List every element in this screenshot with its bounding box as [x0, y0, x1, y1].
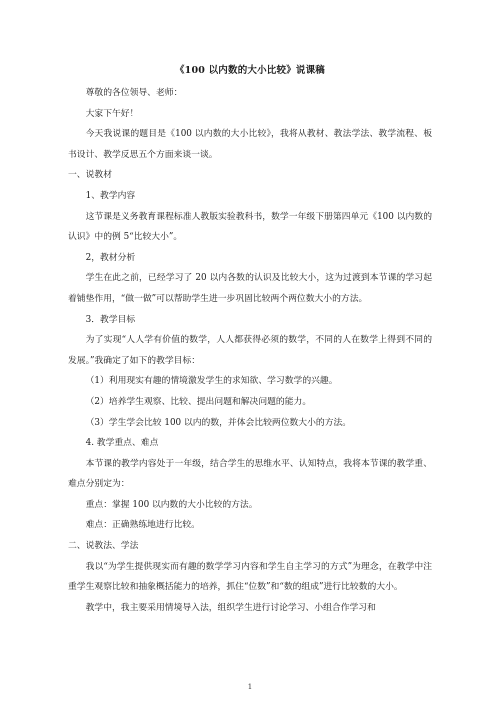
- analysis-paragraph: 学生在此之前，已经学习了 20 以内各数的认识及比较大小，这为过渡到本节课的学习起着铺垫作用，“做一做”可以帮助学生进一步巩固比较两个两位数大小的方法。: [68, 273, 432, 304]
- subheading-analysis: 2，教材分析: [85, 252, 136, 263]
- goal-item-1: （1）利用现实有趣的情境激发学生的求知欲、学习数学的兴趣。: [85, 376, 338, 387]
- methods-paragraph: 我以“为学生提供现实而有趣的数学学习内容和学生自主学习的方式”为理念，在教学中注重学生观察比较和抽象概括能力的培养，抓住“位数”和“数的组成”进行比较数的大小。: [68, 561, 432, 593]
- document-title: 《100 以内数的大小比较》说课稿: [174, 65, 326, 76]
- key-points-paragraph: 本节课的教学内容处于一年级，结合学生的思维水平、认知特点，我将本节课的教学重、难点分别定为：: [68, 458, 432, 490]
- goals-paragraph: 为了实现“人人学有价值的数学，人人都获得必须的数学，不同的人在数学上得到不同的发展。”我确定了如下的教学目标：: [68, 335, 432, 366]
- salutation: 尊敬的各位领导、老师：: [85, 88, 183, 98]
- section-heading-methods: 二、说教法、学法: [68, 541, 139, 552]
- goal-item-2: （2）培养学生观察、比较、提出问题和解决问题的能力。: [85, 396, 312, 407]
- difficult-point: 难点：正确熟练地进行比较。: [85, 520, 200, 531]
- methods-paragraph-2: 教学中，我主要采用情境导入法，组织学生进行讨论学习、小组合作学习和: [85, 602, 376, 613]
- goal-item-3: （3）学生学会比较 100 以内的数，并体会比较两位数大小的方法。: [85, 417, 352, 428]
- subheading-goals: 3．教学目标: [85, 314, 136, 325]
- subheading-content: 1、教学内容: [85, 190, 136, 201]
- intro-paragraph: 今天我说课的题目是《100 以内数的大小比较》，我将从教材、教法学法、教学流程、板书设计、教学反思五个方面来谈一谈。: [68, 129, 432, 160]
- section-heading-textbook: 一、说教材: [68, 170, 112, 181]
- subheading-key-points: 4. 教学重点、难点: [85, 438, 159, 449]
- greeting: 大家下午好！: [85, 108, 139, 119]
- key-point: 重点：掌握 100 以内数的大小比较的方法。: [85, 499, 258, 510]
- page-number: 1: [247, 683, 253, 691]
- document-body: [68, 64, 432, 618]
- content-paragraph: 这节课是义务教育课程标准人教版实验教科书，数学一年级下册第四单元《100 以内数的认识》中的例 5“比较大小”。: [68, 211, 432, 243]
